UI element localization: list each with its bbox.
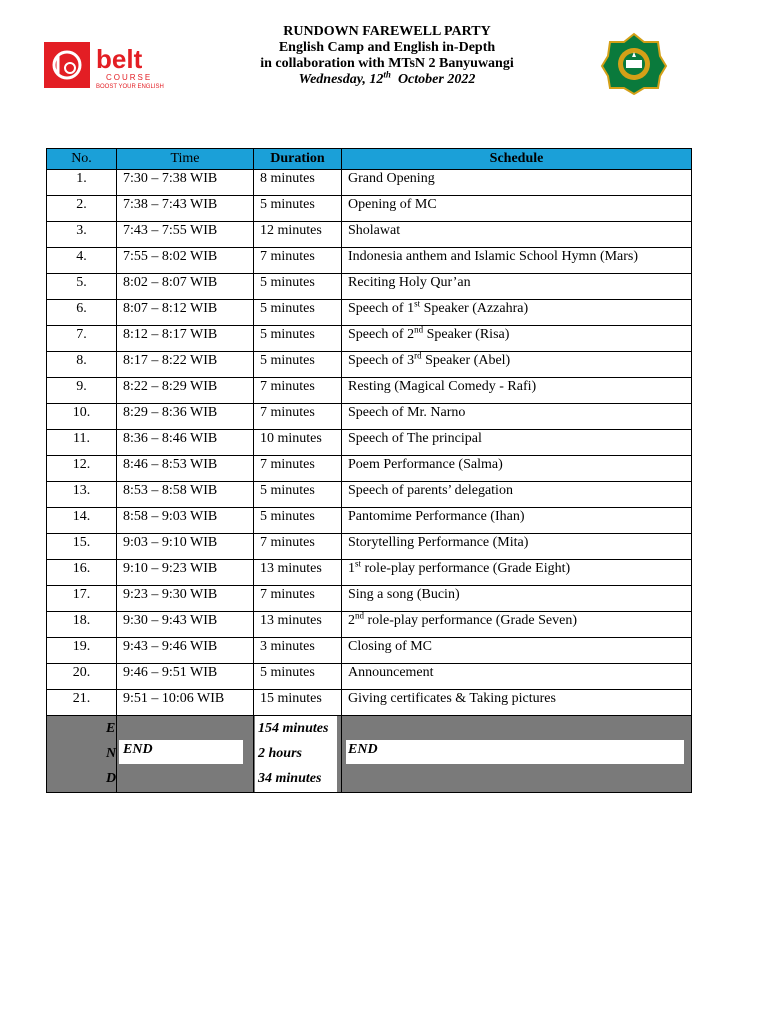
row-duration: 3 minutes [254, 638, 342, 664]
row-time: 7:38 – 7:43 WIB [117, 196, 254, 222]
table-row [47, 560, 692, 586]
row-number: 7. [47, 326, 117, 352]
end-schedule-cell [342, 716, 692, 793]
row-schedule: Giving certificates & Taking pictures [342, 690, 692, 716]
row-time: 9:51 – 10:06 WIB [117, 690, 254, 716]
row-time: 9:03 – 9:10 WIB [117, 534, 254, 560]
row-duration: 13 minutes [254, 560, 342, 586]
row-time: 8:07 – 8:12 WIB [117, 300, 254, 326]
row-time: 9:23 – 9:30 WIB [117, 586, 254, 612]
row-number: 13. [47, 482, 117, 508]
column-header-time: Time [117, 149, 254, 170]
row-schedule: Storytelling Performance (Mita) [342, 534, 692, 560]
row-number: 17. [47, 586, 117, 612]
table-row [47, 430, 692, 456]
row-schedule: Opening of MC [342, 196, 692, 222]
row-schedule: Speech of 3rd Speaker (Abel) [342, 352, 692, 378]
row-schedule: Resting (Magical Comedy - Rafi) [342, 378, 692, 404]
logo-tagline: BOOST YOUR ENGLISH [96, 84, 164, 90]
row-schedule: Grand Opening [342, 170, 692, 196]
row-number: 12. [47, 456, 117, 482]
table-row [47, 664, 692, 690]
row-time: 8:02 – 8:07 WIB [117, 274, 254, 300]
row-duration: 10 minutes [254, 430, 342, 456]
row-number: 10. [47, 404, 117, 430]
table-row [47, 638, 692, 664]
row-duration: 7 minutes [254, 586, 342, 612]
table-row [47, 456, 692, 482]
column-header-schedule: Schedule [342, 149, 692, 170]
row-number: 14. [47, 508, 117, 534]
row-duration: 5 minutes [254, 482, 342, 508]
row-number: 4. [47, 248, 117, 274]
row-schedule: Announcement [342, 664, 692, 690]
end-vertical-letters: E N D [106, 721, 117, 786]
row-schedule: Sing a song (Bucin) [342, 586, 692, 612]
row-duration: 15 minutes [254, 690, 342, 716]
row-number: 18. [47, 612, 117, 638]
row-schedule: Poem Performance (Salma) [342, 456, 692, 482]
row-number: 16. [47, 560, 117, 586]
table-row [47, 274, 692, 300]
row-number: 3. [47, 222, 117, 248]
row-number: 11. [47, 430, 117, 456]
row-time: 8:53 – 8:58 WIB [117, 482, 254, 508]
row-time: 9:43 – 9:46 WIB [117, 638, 254, 664]
row-time: 8:46 – 8:53 WIB [117, 456, 254, 482]
row-number: 21. [47, 690, 117, 716]
row-number: 9. [47, 378, 117, 404]
row-duration: 5 minutes [254, 664, 342, 690]
document-subtitle: English Camp and English in-Depth [278, 40, 496, 55]
end-time-cell [117, 716, 254, 793]
row-time: 7:55 – 8:02 WIB [117, 248, 254, 274]
row-duration: 7 minutes [254, 404, 342, 430]
row-time: 7:43 – 7:55 WIB [117, 222, 254, 248]
end-duration-cell [254, 716, 342, 793]
document-header [180, 24, 594, 88]
row-duration: 8 minutes [254, 170, 342, 196]
row-duration: 5 minutes [254, 300, 342, 326]
table-row [47, 352, 692, 378]
belt-course-logo [44, 40, 174, 92]
row-time: 9:46 – 9:51 WIB [117, 664, 254, 690]
logo-brand: belt [96, 44, 143, 74]
table-header-row [47, 149, 692, 170]
row-number: 8. [47, 352, 117, 378]
row-time: 9:30 – 9:43 WIB [117, 612, 254, 638]
table-row [47, 222, 692, 248]
end-time-label: END [119, 740, 243, 764]
row-time: 8:58 – 9:03 WIB [117, 508, 254, 534]
row-number: 19. [47, 638, 117, 664]
row-time: 8:29 – 8:36 WIB [117, 404, 254, 430]
row-schedule: Pantomime Performance (Ihan) [342, 508, 692, 534]
row-time: 8:17 – 8:22 WIB [117, 352, 254, 378]
row-time: 8:36 – 8:46 WIB [117, 430, 254, 456]
row-schedule: Speech of 2nd Speaker (Risa) [342, 326, 692, 352]
row-duration: 5 minutes [254, 352, 342, 378]
row-schedule: Speech of The principal [342, 430, 692, 456]
row-schedule: Closing of MC [342, 638, 692, 664]
total-duration: 154 minutes 2 hours 34 minutes [255, 716, 337, 792]
event-date: Wednesday, 12th October 2022 [298, 69, 476, 87]
row-duration: 12 minutes [254, 222, 342, 248]
row-duration: 5 minutes [254, 508, 342, 534]
row-duration: 5 minutes [254, 274, 342, 300]
end-no-cell [47, 716, 117, 793]
row-schedule: Speech of 1st Speaker (Azzahra) [342, 300, 692, 326]
row-number: 6. [47, 300, 117, 326]
row-number: 15. [47, 534, 117, 560]
table-row [47, 508, 692, 534]
table-row [47, 586, 692, 612]
end-schedule-label: END [346, 740, 684, 764]
row-schedule: 2nd role-play performance (Grade Seven) [342, 612, 692, 638]
row-duration: 7 minutes [254, 378, 342, 404]
table-row [47, 404, 692, 430]
row-duration: 5 minutes [254, 196, 342, 222]
document-title: RUNDOWN FAREWELL PARTY [283, 24, 491, 39]
table-row [47, 248, 692, 274]
table-row [47, 300, 692, 326]
row-number: 1. [47, 170, 117, 196]
collaboration-line: in collaboration with MTsN 2 Banyuwangi [260, 56, 514, 71]
row-number: 5. [47, 274, 117, 300]
row-duration: 7 minutes [254, 534, 342, 560]
row-schedule: Indonesia anthem and Islamic School Hymn (Mars) [342, 248, 692, 274]
table-row [47, 196, 692, 222]
kemenag-emblem [600, 32, 668, 96]
row-number: 20. [47, 664, 117, 690]
row-duration: 7 minutes [254, 456, 342, 482]
table-row [47, 378, 692, 404]
table-row [47, 170, 692, 196]
row-duration: 7 minutes [254, 248, 342, 274]
table-row [47, 612, 692, 638]
table-row [47, 326, 692, 352]
row-number: 2. [47, 196, 117, 222]
row-schedule: Speech of parents’ delegation [342, 482, 692, 508]
table-row [47, 534, 692, 560]
row-schedule: Speech of Mr. Narno [342, 404, 692, 430]
column-header-duration: Duration [254, 149, 342, 170]
end-row [47, 716, 692, 793]
row-time: 9:10 – 9:23 WIB [117, 560, 254, 586]
column-header-no: No. [47, 149, 117, 170]
rundown-table [46, 148, 692, 793]
row-time: 7:30 – 7:38 WIB [117, 170, 254, 196]
row-schedule: Reciting Holy Qur’an [342, 274, 692, 300]
table-row [47, 690, 692, 716]
row-time: 8:22 – 8:29 WIB [117, 378, 254, 404]
table-row [47, 482, 692, 508]
row-duration: 5 minutes [254, 326, 342, 352]
row-duration: 13 minutes [254, 612, 342, 638]
row-schedule: 1st role-play performance (Grade Eight) [342, 560, 692, 586]
logo-sub: COURSE [106, 73, 153, 82]
row-time: 8:12 – 8:17 WIB [117, 326, 254, 352]
row-schedule: Sholawat [342, 222, 692, 248]
